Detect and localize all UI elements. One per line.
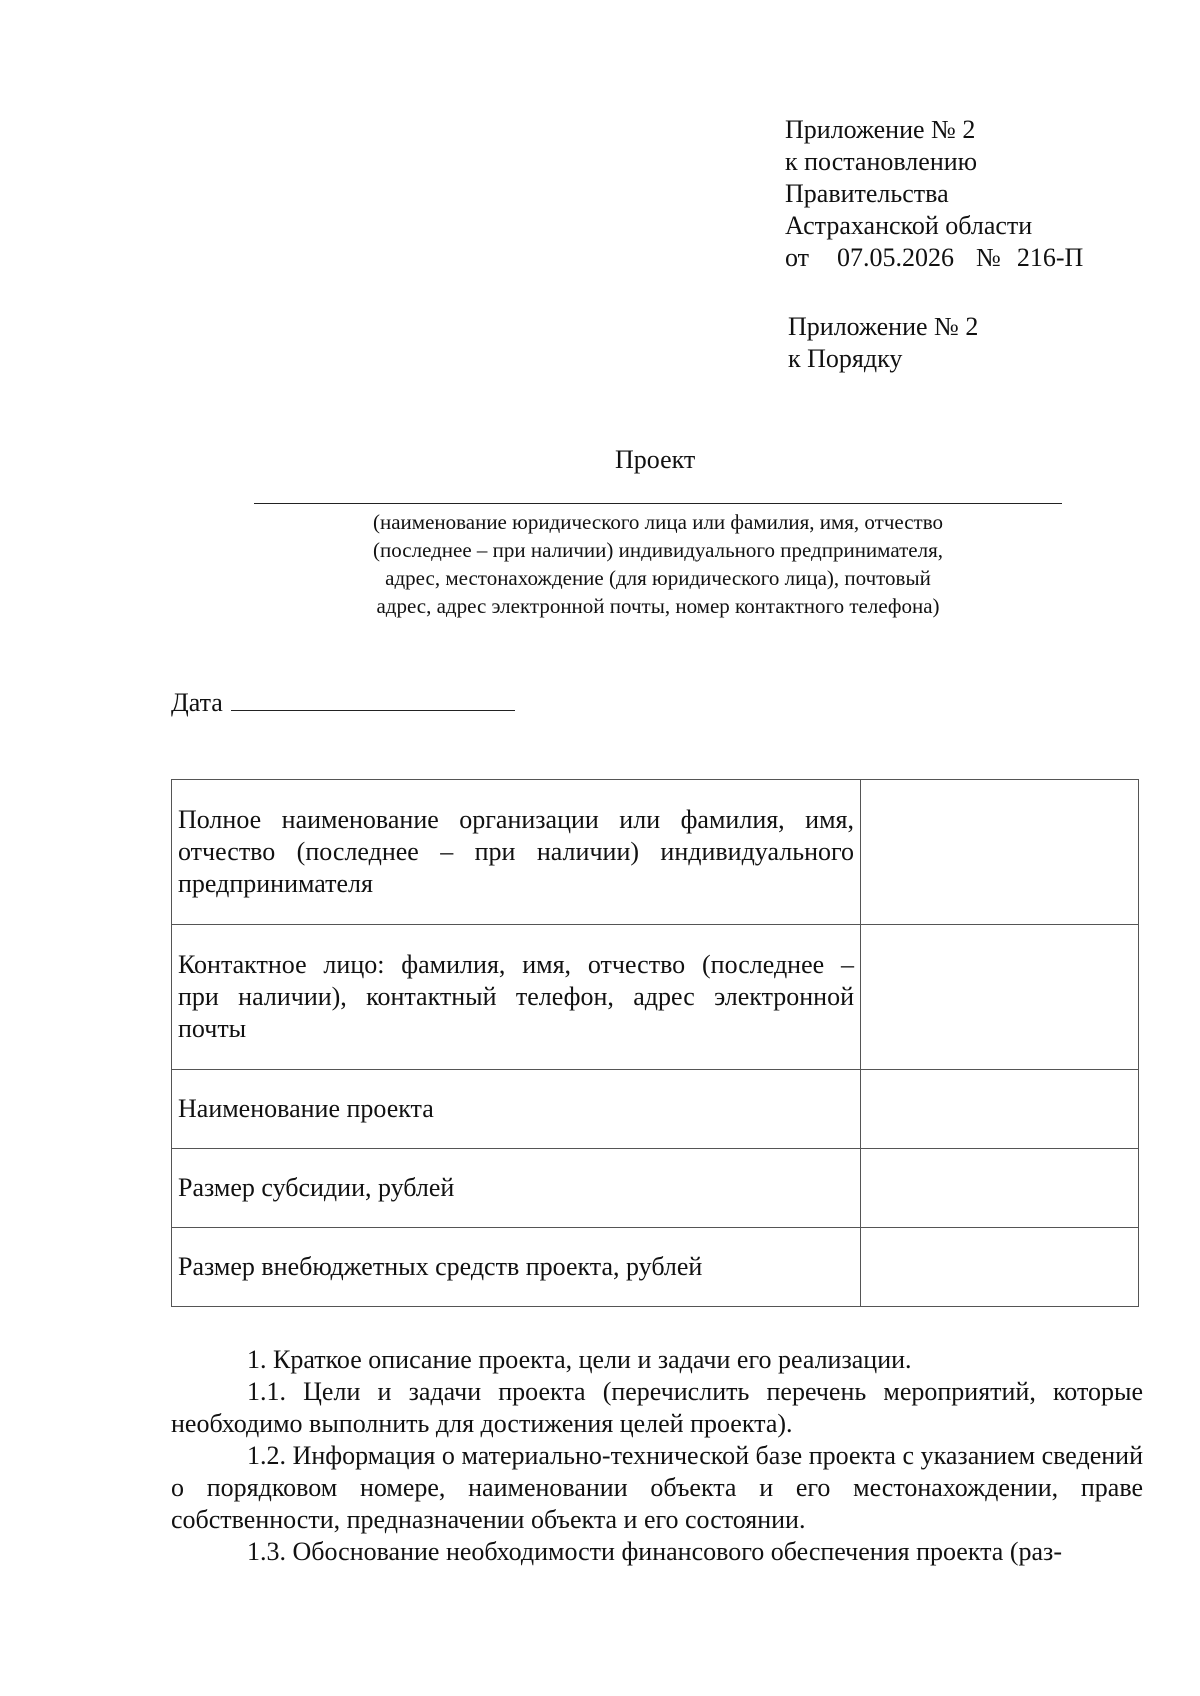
table-cell-label: [172, 780, 861, 925]
caption-line: адрес, адрес электронной почты, номер контактного телефона): [376, 594, 940, 618]
body-text: [171, 1344, 1143, 1568]
cell-text-line: предпринимателя: [178, 869, 373, 898]
table-cell-label: [172, 925, 861, 1070]
applicant-underline: [254, 503, 1062, 504]
cell-text-line: Наименование проекта: [178, 1094, 434, 1123]
caption-line: (последнее – при наличии) индивидуального предпринимателя,: [373, 538, 943, 562]
cell-text-line: Размер внебюджетных средств проекта, рублей: [178, 1252, 703, 1281]
table-cell-value[interactable]: [861, 1149, 1139, 1228]
body-paragraph: 1. Краткое описание проекта, цели и задачи его реализации.: [247, 1345, 912, 1374]
table-row: [172, 925, 1139, 1070]
applicant-info-table: [171, 779, 1139, 1307]
table-cell-value[interactable]: [861, 1228, 1139, 1307]
decree-number: 216-П: [1016, 243, 1084, 272]
cell-text-line: отчество (последнее – при наличии) индивидуального: [178, 837, 854, 866]
appendix-order-line: к Порядку: [788, 344, 903, 373]
cell-text-line: Контактное лицо: фамилия, имя, отчество (последнее –: [178, 950, 854, 979]
decree-date-line: [785, 242, 1083, 274]
number-sign: №: [976, 243, 1001, 272]
date-label: Дата: [171, 688, 223, 717]
date-field: [171, 686, 515, 719]
table-row: [172, 780, 1139, 925]
table-cell-value[interactable]: [861, 925, 1139, 1070]
decree-date: 07.05.2026: [837, 243, 955, 272]
table-cell-label: [172, 1070, 861, 1149]
applicant-caption: [254, 508, 1062, 620]
appendix-header-line: Астраханской области: [785, 211, 1033, 240]
caption-line: (наименование юридического лица или фамилия, имя, отчество: [372, 510, 944, 534]
appendix-header-line: к постановлению: [785, 147, 978, 176]
appendix-header: [785, 114, 1083, 274]
cell-text-line: Полное наименование организации или фамилия, имя,: [178, 805, 854, 834]
body-paragraph: 1.1. Цели и задачи проекта (перечислить перечень мероприятий, которые необходимо выполнить для достижения целей проекта).: [171, 1377, 1143, 1438]
appendix-order-line: Приложение № 2: [788, 312, 979, 341]
table-row: [172, 1228, 1139, 1307]
table-row: [172, 1149, 1139, 1228]
body-paragraph: 1.3. Обоснование необходимости финансового обеспечения проекта (раз-: [247, 1537, 1062, 1566]
appendix-order-header: [788, 311, 978, 375]
table-cell-label: [172, 1228, 861, 1307]
date-prefix: от: [785, 243, 810, 272]
project-title: Проект: [615, 445, 696, 474]
cell-text-line: при наличии), контактный телефон, адрес электронной: [178, 982, 854, 1011]
caption-line: адрес, местонахождение (для юридического лица), почтовый: [385, 566, 931, 590]
table-cell-label: [172, 1149, 861, 1228]
table-row: [172, 1070, 1139, 1149]
table-cell-value[interactable]: [861, 780, 1139, 925]
table-cell-value[interactable]: [861, 1070, 1139, 1149]
appendix-header-line: Правительства: [785, 179, 949, 208]
cell-text-line: Размер субсидии, рублей: [178, 1173, 455, 1202]
appendix-header-line: Приложение № 2: [785, 115, 976, 144]
date-blank-line[interactable]: [231, 686, 515, 711]
body-paragraph: 1.2. Информация о материально-технической базе проекта с указанием сведений о порядковом номере, наименовании объекта и его местонахождении, праве собственности, предназначении объекта и его состоянии.: [171, 1441, 1143, 1534]
cell-text-line: почты: [178, 1014, 247, 1043]
